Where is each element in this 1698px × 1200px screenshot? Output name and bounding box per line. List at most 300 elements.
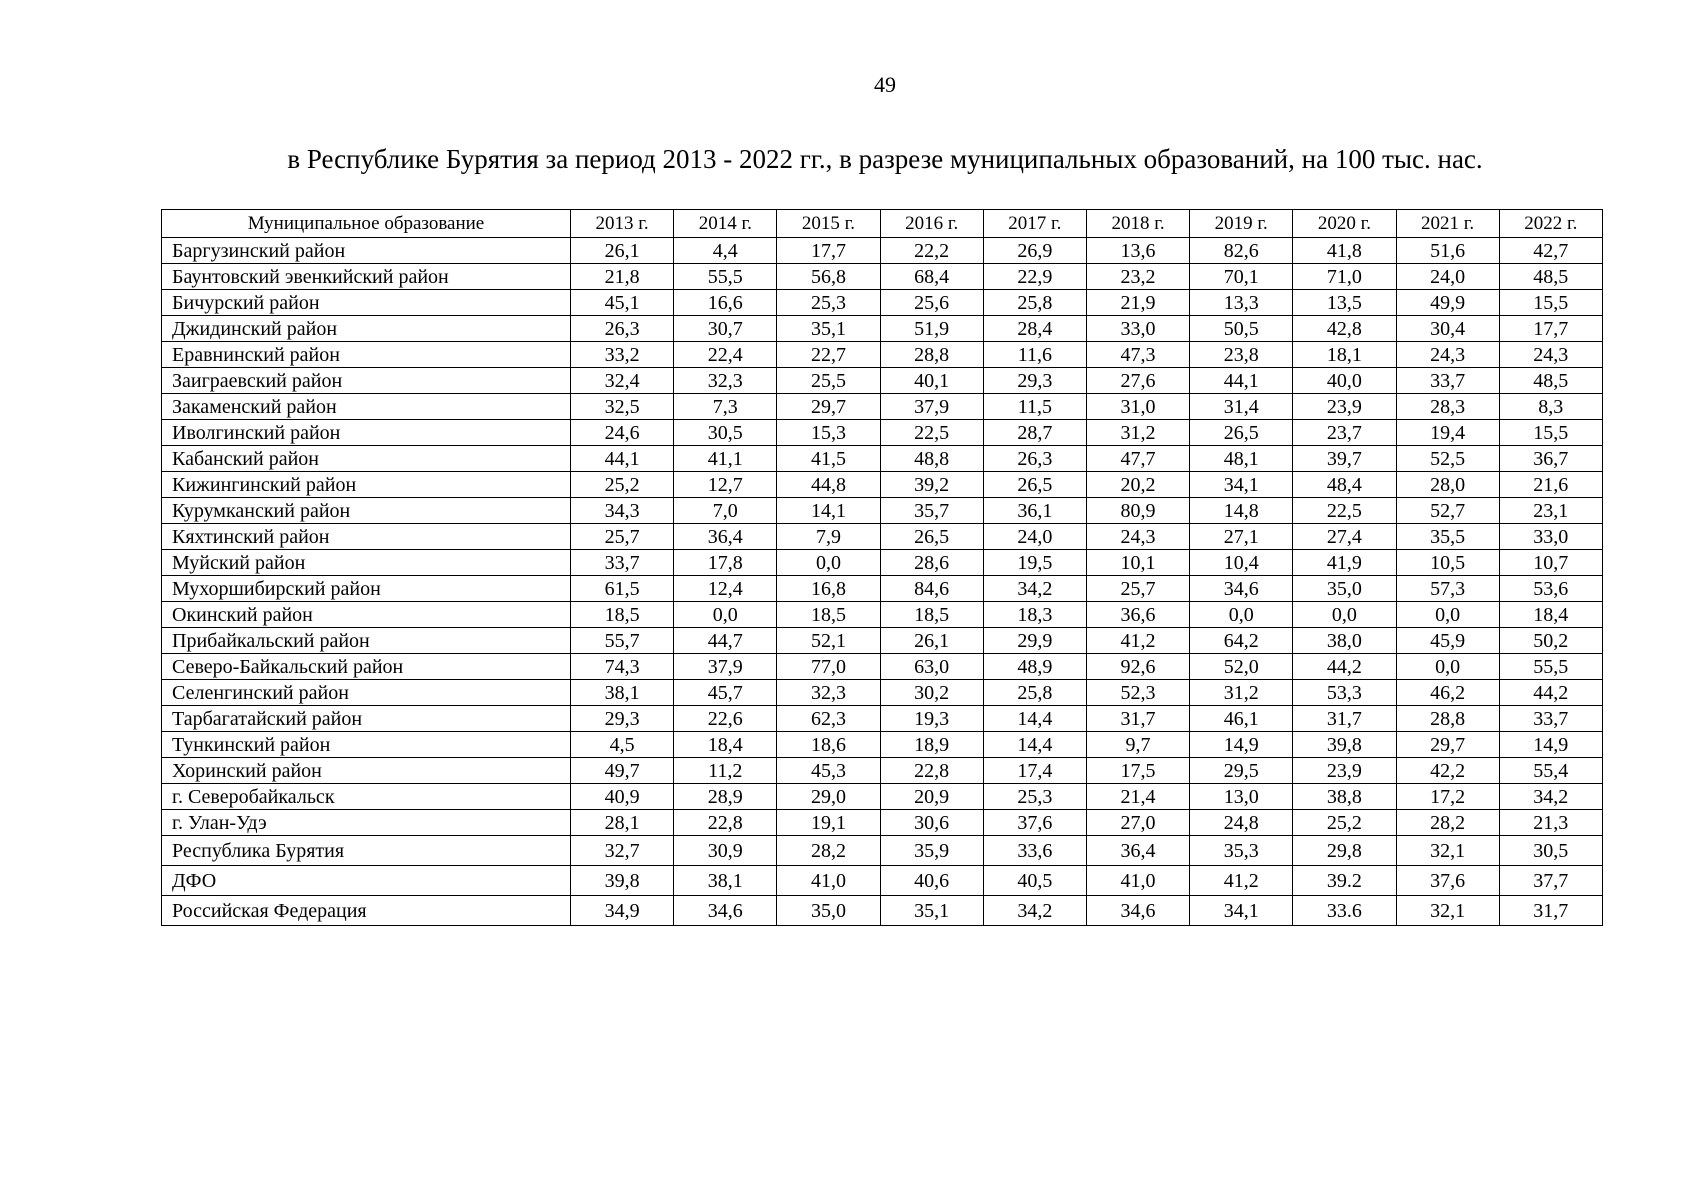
statistics-table [161,209,1603,926]
value-cell: 33,0 [1499,524,1602,550]
value-cell: 32,1 [1396,896,1499,926]
municipality-name-cell: Кижингинский район [162,472,571,498]
value-cell: 31,7 [1499,896,1602,926]
value-cell: 44,2 [1499,680,1602,706]
value-cell: 53,6 [1499,576,1602,602]
value-cell: 44,7 [674,628,777,654]
value-cell: 35,0 [1293,576,1396,602]
value-cell: 18,5 [880,602,983,628]
value-cell: 11,2 [674,758,777,784]
municipality-name-cell: Селенгинский район [162,680,571,706]
municipality-name-cell: Закаменский район [162,394,571,420]
value-cell: 14,9 [1190,732,1293,758]
value-cell: 39,8 [1293,732,1396,758]
value-cell: 31,7 [1293,706,1396,732]
table-row [162,654,1603,680]
value-cell: 29,8 [1293,836,1396,866]
municipality-name-cell: Северо-Байкальский район [162,654,571,680]
value-cell: 52,0 [1190,654,1293,680]
value-cell: 34,6 [1086,896,1189,926]
table-body [162,238,1603,926]
value-cell: 25,8 [983,290,1086,316]
value-cell: 40,1 [880,368,983,394]
value-cell: 31,2 [1086,420,1189,446]
value-cell: 19,3 [880,706,983,732]
table-row [162,784,1603,810]
value-cell: 26,9 [983,238,1086,264]
value-cell: 15,3 [777,420,880,446]
value-cell: 23,9 [1293,394,1396,420]
value-cell: 57,3 [1396,576,1499,602]
value-cell: 45,3 [777,758,880,784]
value-cell: 7,0 [674,498,777,524]
value-cell: 28,1 [571,810,674,836]
value-cell: 25,7 [571,524,674,550]
value-cell: 21,3 [1499,810,1602,836]
value-cell: 29,3 [983,368,1086,394]
value-cell: 68,4 [880,264,983,290]
value-cell: 29,9 [983,628,1086,654]
value-cell: 37,6 [983,810,1086,836]
value-cell: 11,6 [983,342,1086,368]
column-header-municipality: Муниципальное образование [162,210,571,238]
value-cell: 11,5 [983,394,1086,420]
value-cell: 24,3 [1499,342,1602,368]
value-cell: 25,2 [1293,810,1396,836]
value-cell: 55,5 [1499,654,1602,680]
value-cell: 46,2 [1396,680,1499,706]
table-row [162,602,1603,628]
table-row [162,342,1603,368]
value-cell: 71,0 [1293,264,1396,290]
value-cell: 34,6 [674,896,777,926]
value-cell: 45,7 [674,680,777,706]
value-cell: 28,7 [983,420,1086,446]
table-row [162,290,1603,316]
table-row [162,550,1603,576]
value-cell: 56,8 [777,264,880,290]
value-cell: 84,6 [880,576,983,602]
value-cell: 34,2 [1499,784,1602,810]
value-cell: 38,1 [674,866,777,896]
value-cell: 16,6 [674,290,777,316]
value-cell: 30,9 [674,836,777,866]
value-cell: 33,2 [571,342,674,368]
table-row [162,446,1603,472]
value-cell: 8,3 [1499,394,1602,420]
value-cell: 52,3 [1086,680,1189,706]
value-cell: 9,7 [1086,732,1189,758]
value-cell: 44,1 [571,446,674,472]
value-cell: 30,5 [1499,836,1602,866]
table-row [162,316,1603,342]
value-cell: 26,1 [571,238,674,264]
value-cell: 37,6 [1396,866,1499,896]
value-cell: 18,6 [777,732,880,758]
value-cell: 39,7 [1293,446,1396,472]
value-cell: 19,5 [983,550,1086,576]
municipality-name-cell: Заиграевский район [162,368,571,394]
value-cell: 28,6 [880,550,983,576]
value-cell: 21,4 [1086,784,1189,810]
value-cell: 32,7 [571,836,674,866]
value-cell: 35,7 [880,498,983,524]
value-cell: 48,8 [880,446,983,472]
municipality-name-cell: Хоринский район [162,758,571,784]
value-cell: 39,2 [880,472,983,498]
value-cell: 48,5 [1499,264,1602,290]
value-cell: 49,9 [1396,290,1499,316]
value-cell: 38,8 [1293,784,1396,810]
value-cell: 28,0 [1396,472,1499,498]
value-cell: 0,0 [1190,602,1293,628]
value-cell: 33,6 [983,836,1086,866]
value-cell: 42,8 [1293,316,1396,342]
value-cell: 64,2 [1190,628,1293,654]
value-cell: 23,7 [1293,420,1396,446]
table-row [162,394,1603,420]
table-row [162,810,1603,836]
column-header-year: 2022 г. [1499,210,1602,238]
value-cell: 17,4 [983,758,1086,784]
value-cell: 34,2 [983,896,1086,926]
value-cell: 29,7 [777,394,880,420]
value-cell: 52,1 [777,628,880,654]
value-cell: 24,3 [1086,524,1189,550]
value-cell: 74,3 [571,654,674,680]
value-cell: 29,3 [571,706,674,732]
value-cell: 36,7 [1499,446,1602,472]
value-cell: 17,8 [674,550,777,576]
value-cell: 28,9 [674,784,777,810]
value-cell: 33,7 [1396,368,1499,394]
value-cell: 34,9 [571,896,674,926]
value-cell: 38,1 [571,680,674,706]
value-cell: 20,2 [1086,472,1189,498]
column-header-year: 2015 г. [777,210,880,238]
table-row [162,420,1603,446]
value-cell: 34,1 [1190,896,1293,926]
value-cell: 41,0 [1086,866,1189,896]
value-cell: 21,8 [571,264,674,290]
value-cell: 30,5 [674,420,777,446]
value-cell: 22,5 [1293,498,1396,524]
municipality-name-cell: Тарбагатайский район [162,706,571,732]
value-cell: 22,5 [880,420,983,446]
value-cell: 34,6 [1190,576,1293,602]
value-cell: 38,0 [1293,628,1396,654]
value-cell: 37,9 [674,654,777,680]
value-cell: 42,2 [1396,758,1499,784]
value-cell: 22,7 [777,342,880,368]
value-cell: 36,4 [1086,836,1189,866]
value-cell: 44,8 [777,472,880,498]
value-cell: 32,3 [674,368,777,394]
value-cell: 62,3 [777,706,880,732]
value-cell: 14,9 [1499,732,1602,758]
value-cell: 24,0 [1396,264,1499,290]
value-cell: 15,5 [1499,290,1602,316]
value-cell: 25,2 [571,472,674,498]
value-cell: 50,5 [1190,316,1293,342]
value-cell: 48,9 [983,654,1086,680]
value-cell: 47,3 [1086,342,1189,368]
value-cell: 41,8 [1293,238,1396,264]
value-cell: 32,4 [571,368,674,394]
value-cell: 0,0 [674,602,777,628]
value-cell: 7,9 [777,524,880,550]
value-cell: 0,0 [1396,654,1499,680]
value-cell: 40,5 [983,866,1086,896]
value-cell: 26,1 [880,628,983,654]
value-cell: 23,1 [1499,498,1602,524]
value-cell: 27,6 [1086,368,1189,394]
value-cell: 16,8 [777,576,880,602]
value-cell: 27,1 [1190,524,1293,550]
value-cell: 52,7 [1396,498,1499,524]
value-cell: 17,5 [1086,758,1189,784]
value-cell: 23,2 [1086,264,1189,290]
value-cell: 0,0 [777,550,880,576]
value-cell: 18,4 [674,732,777,758]
value-cell: 10,7 [1499,550,1602,576]
value-cell: 10,1 [1086,550,1189,576]
value-cell: 61,5 [571,576,674,602]
value-cell: 35,1 [777,316,880,342]
value-cell: 24,6 [571,420,674,446]
value-cell: 24,3 [1396,342,1499,368]
table-row [162,264,1603,290]
table-row [162,472,1603,498]
value-cell: 22,6 [674,706,777,732]
column-header-year: 2018 г. [1086,210,1189,238]
value-cell: 27,4 [1293,524,1396,550]
value-cell: 45,9 [1396,628,1499,654]
table-row [162,706,1603,732]
table-row [162,368,1603,394]
value-cell: 0,0 [1396,602,1499,628]
value-cell: 49,7 [571,758,674,784]
column-header-year: 2019 г. [1190,210,1293,238]
value-cell: 33,7 [1499,706,1602,732]
municipality-name-cell: Мухоршибирский район [162,576,571,602]
value-cell: 46,1 [1190,706,1293,732]
value-cell: 92,6 [1086,654,1189,680]
page-number: 49 [874,72,896,97]
value-cell: 51,9 [880,316,983,342]
value-cell: 22,2 [880,238,983,264]
municipality-name-cell: Джидинский район [162,316,571,342]
municipality-name-cell: Кабанский район [162,446,571,472]
value-cell: 25,8 [983,680,1086,706]
value-cell: 23,9 [1293,758,1396,784]
column-header-year: 2020 г. [1293,210,1396,238]
value-cell: 17,7 [1499,316,1602,342]
value-cell: 47,7 [1086,446,1189,472]
value-cell: 18,1 [1293,342,1396,368]
value-cell: 48,1 [1190,446,1293,472]
value-cell: 41,1 [674,446,777,472]
value-cell: 28,2 [777,836,880,866]
column-header-year: 2017 г. [983,210,1086,238]
value-cell: 18,5 [777,602,880,628]
municipality-name-cell: г. Северобайкальск [162,784,571,810]
value-cell: 30,6 [880,810,983,836]
value-cell: 25,3 [777,290,880,316]
table-row [162,524,1603,550]
value-cell: 22,8 [880,758,983,784]
value-cell: 13,6 [1086,238,1189,264]
value-cell: 7,3 [674,394,777,420]
municipality-name-cell: Еравнинский район [162,342,571,368]
value-cell: 55,5 [674,264,777,290]
municipality-name-cell: Бичурский район [162,290,571,316]
value-cell: 10,5 [1396,550,1499,576]
value-cell: 10,4 [1190,550,1293,576]
value-cell: 36,1 [983,498,1086,524]
value-cell: 50,2 [1499,628,1602,654]
value-cell: 52,5 [1396,446,1499,472]
value-cell: 14,4 [983,732,1086,758]
value-cell: 14,4 [983,706,1086,732]
value-cell: 20,9 [880,784,983,810]
value-cell: 25,5 [777,368,880,394]
value-cell: 17,7 [777,238,880,264]
value-cell: 15,5 [1499,420,1602,446]
value-cell: 31,2 [1190,680,1293,706]
value-cell: 42,7 [1499,238,1602,264]
value-cell: 33,0 [1086,316,1189,342]
value-cell: 33.6 [1293,896,1396,926]
summary-row [162,866,1603,896]
value-cell: 24,0 [983,524,1086,550]
value-cell: 55,7 [571,628,674,654]
value-cell: 18,3 [983,602,1086,628]
municipality-name-cell: Тункинский район [162,732,571,758]
value-cell: 13,5 [1293,290,1396,316]
value-cell: 28,3 [1396,394,1499,420]
value-cell: 29,7 [1396,732,1499,758]
value-cell: 26,5 [983,472,1086,498]
municipality-name-cell: ДФО [162,866,571,896]
value-cell: 23,8 [1190,342,1293,368]
value-cell: 44,1 [1190,368,1293,394]
value-cell: 18,9 [880,732,983,758]
value-cell: 27,0 [1086,810,1189,836]
value-cell: 36,4 [674,524,777,550]
value-cell: 36,6 [1086,602,1189,628]
table-header-row [162,210,1603,238]
summary-row [162,836,1603,866]
value-cell: 70,1 [1190,264,1293,290]
value-cell: 21,6 [1499,472,1602,498]
value-cell: 34,2 [983,576,1086,602]
column-header-year: 2016 г. [880,210,983,238]
value-cell: 22,4 [674,342,777,368]
municipality-name-cell: Муйский район [162,550,571,576]
value-cell: 63,0 [880,654,983,680]
value-cell: 34,3 [571,498,674,524]
value-cell: 77,0 [777,654,880,680]
value-cell: 22,8 [674,810,777,836]
value-cell: 25,6 [880,290,983,316]
value-cell: 32,5 [571,394,674,420]
value-cell: 41,9 [1293,550,1396,576]
value-cell: 13,3 [1190,290,1293,316]
table-heading: в Республике Бурятия за период 2013 - 2022 гг., в разрезе муниципальных образований, на 100 тыс. нас. [287,144,1483,174]
value-cell: 35,0 [777,896,880,926]
value-cell: 30,2 [880,680,983,706]
value-cell: 26,3 [571,316,674,342]
value-cell: 35,9 [880,836,983,866]
value-cell: 26,3 [983,446,1086,472]
value-cell: 40,0 [1293,368,1396,394]
value-cell: 13,0 [1190,784,1293,810]
table-row [162,498,1603,524]
value-cell: 32,1 [1396,836,1499,866]
value-cell: 41,0 [777,866,880,896]
value-cell: 19,1 [777,810,880,836]
value-cell: 19,4 [1396,420,1499,446]
value-cell: 14,8 [1190,498,1293,524]
value-cell: 26,5 [880,524,983,550]
municipality-name-cell: Баргузинский район [162,238,571,264]
value-cell: 31,4 [1190,394,1293,420]
table-row [162,680,1603,706]
table-row [162,576,1603,602]
value-cell: 25,7 [1086,576,1189,602]
value-cell: 26,5 [1190,420,1293,446]
column-header-year: 2021 г. [1396,210,1499,238]
value-cell: 12,4 [674,576,777,602]
value-cell: 48,5 [1499,368,1602,394]
value-cell: 35,5 [1396,524,1499,550]
value-cell: 4,4 [674,238,777,264]
value-cell: 21,9 [1086,290,1189,316]
value-cell: 41,2 [1190,866,1293,896]
table-row [162,758,1603,784]
value-cell: 32,3 [777,680,880,706]
value-cell: 28,2 [1396,810,1499,836]
value-cell: 31,7 [1086,706,1189,732]
summary-row [162,896,1603,926]
value-cell: 41,5 [777,446,880,472]
municipality-name-cell: Курумканский район [162,498,571,524]
table-row [162,238,1603,264]
value-cell: 18,4 [1499,602,1602,628]
value-cell: 30,7 [674,316,777,342]
value-cell: 4,5 [571,732,674,758]
value-cell: 25,3 [983,784,1086,810]
value-cell: 33,7 [571,550,674,576]
value-cell: 29,5 [1190,758,1293,784]
value-cell: 14,1 [777,498,880,524]
value-cell: 18,5 [571,602,674,628]
municipality-name-cell: Прибайкальский район [162,628,571,654]
table-row [162,732,1603,758]
value-cell: 45,1 [571,290,674,316]
value-cell: 34,1 [1190,472,1293,498]
value-cell: 51,6 [1396,238,1499,264]
municipality-name-cell: Российская Федерация [162,896,571,926]
value-cell: 37,9 [880,394,983,420]
value-cell: 30,4 [1396,316,1499,342]
value-cell: 22,9 [983,264,1086,290]
municipality-name-cell: Кяхтинский район [162,524,571,550]
column-header-year: 2014 г. [674,210,777,238]
value-cell: 48,4 [1293,472,1396,498]
value-cell: 82,6 [1190,238,1293,264]
